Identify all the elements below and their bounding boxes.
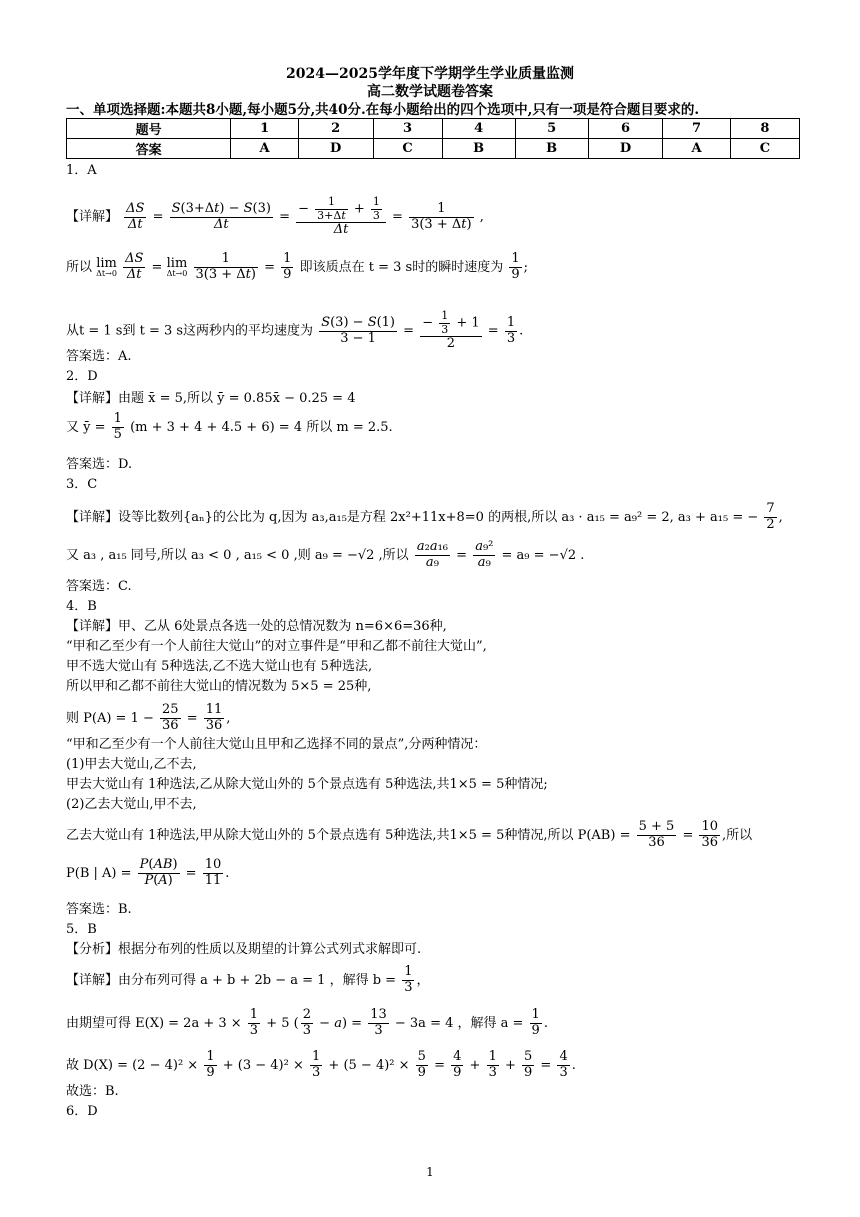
page-number: 1 bbox=[426, 1165, 434, 1179]
q3-heading: 3．C bbox=[66, 477, 98, 492]
q5-line-2: 由期望可得 E(X) = 2a + 3 × $\frac{1}{3}$ + 5 ( $\frac{2}{3}$ − a) = $\frac{13}{3}$ − 3a = 4 ，解得 a = $\frac{1}{9}$ . bbox=[66, 1007, 548, 1038]
q5-heading: 5．B bbox=[66, 922, 97, 937]
table-cell: 2 bbox=[298, 119, 373, 139]
table-cell: 6 bbox=[588, 119, 663, 139]
table-cell: B bbox=[442, 139, 515, 159]
q4-heading: 4．B bbox=[66, 599, 97, 614]
table-cell: B bbox=[515, 139, 588, 159]
table-cell: 7 bbox=[663, 119, 730, 139]
document-title: 2024—2025学年度下学期学生学业质量监测 bbox=[286, 66, 574, 82]
q4-line-5: 则 P(A) = 1 − $\frac{25}{36}$ = $\frac{11}{36}$ , bbox=[66, 702, 231, 733]
table-cell: 1 bbox=[231, 119, 298, 139]
q1-average-line: 从t = 1 s到 t = 3 s这两秒内的平均速度为 $\frac{S(3) - S(1)}{3 - 1}$ = − $\frac{1}{3}$ + 1 2 = $\frac{1}{3}$ . bbox=[66, 309, 524, 352]
q2-answer: 答案选：D. bbox=[66, 457, 133, 472]
q4-answer: 答案选：B. bbox=[66, 902, 132, 917]
table-row-answers bbox=[67, 139, 800, 159]
q4-line-11: P(B | A) = $\frac{P(AB)}{P(A)}$ = $\frac{10}{11}$ . bbox=[66, 857, 230, 888]
q4-line-1: 【详解】甲、乙从 6处景点各选一处的总情况数为 n=6×6=36种, bbox=[66, 619, 447, 634]
q4-line-8: 甲去大觉山有 1种选法,乙从除大觉山外的 5个景点选有 5种选法,共1×5 = 5种情况; bbox=[66, 777, 548, 792]
q4-line-4: 所以甲和乙都不前往大觉山的情况数为 5×5 = 25种, bbox=[66, 679, 372, 694]
q3-line-2: 又 a₃ , a₁₅ 同号,所以 a₃ < 0 , a₁₅ < 0 ,则 a₉ = −√2 ,所以 $\frac{\text{a₂a₁₆}}{\text{a₉}}$ = $\frac{\text{a₉²}}{\text{a₉}}$ = a₉ = −√2 . bbox=[66, 539, 585, 570]
q5-line-1: 【详解】由分布列可得 a + b + 2b − a = 1 ，解得 b = $\frac{1}{3}$ ， bbox=[66, 964, 430, 995]
answer-table bbox=[66, 118, 800, 159]
q1-detail-line: 【详解】 $\frac{\Delta S}{\Delta t}$ = $\frac{S(3+\Delta t) - S(3)}{\Delta t}$ = − $\frac{1}{3+\Delta t}$ + $\frac{1}{3}$ Δt = $\frac{1}{3(3 + \Delta t)}$ , bbox=[66, 195, 484, 238]
q1-heading: 1．A bbox=[66, 163, 97, 178]
q4-line-6: “甲和乙至少有一个人前往大觉山且甲和乙选择不同的景点”,分两种情况： bbox=[66, 737, 487, 752]
q3-line-1: 【详解】设等比数列{aₙ}的公比为 q,因为 a₃,a₁₅是方程 2x²+11x+8=0 的两根,所以 a₃ · a₁₅ = a₉² = 2, a₃ + a₁₅ = − $\frac{7}{2}$ , bbox=[66, 501, 783, 532]
table-cell: 3 bbox=[373, 119, 442, 139]
q4-line-7: (1)甲去大觉山,乙不去, bbox=[66, 757, 197, 772]
table-cell: A bbox=[663, 139, 730, 159]
q2-line-2: 又 ȳ = $\frac{1}{5}$ (m + 3 + 4 + 4.5 + 6) = 4 所以 m = 2.5. bbox=[66, 411, 393, 442]
q1-limit-line: 所以 lim Δt→0 $\frac{\Delta S}{\Delta t}$ = lim Δt→0 $\frac{1}{3(3 + \Delta t)}$ = $\frac{1}{9}$ 即该质点在 t = 3 s时的瞬时速度为 $\frac{1}{9}$ ; bbox=[66, 251, 529, 282]
q4-line-9: (2)乙去大觉山,甲不去, bbox=[66, 797, 197, 812]
q3-answer: 答案选：C. bbox=[66, 579, 132, 594]
table-cell: D bbox=[298, 139, 373, 159]
section-heading: 一、单项选择题:本题共8小题,每小题5分,共40分.在每小题给出的四个选项中,只有一项是符合题目要求的. bbox=[66, 102, 700, 118]
q4-line-10: 乙去大觉山有 1种选法,甲从除大觉山外的 5个景点选有 5种选法,共1×5 = 5种情况,所以 P(AB) = $\frac{5 + 5}{36}$ = $\frac{10}{36}$ ,所以 bbox=[66, 819, 753, 850]
q4-line-2: “甲和乙至少有一个人前往大觉山”的对立事件是“甲和乙都不前往大觉山”, bbox=[66, 639, 487, 654]
q5-line-3: 故 D(X) = (2 − 4)² × $\frac{1}{9}$ + (3 − 4)² × $\frac{1}{3}$ + (5 − 4)² × $\frac{5}{9}$ = $\frac{4}{9}$ + $\frac{1}{3}$ + $\frac{5}{9}$ = $\frac{4}{3}$ . bbox=[66, 1049, 576, 1080]
table-cell: C bbox=[730, 139, 799, 159]
q5-analysis: 【分析】根据分布列的性质以及期望的计算公式列式求解即可. bbox=[66, 942, 422, 957]
q4-line-3: 甲不选大觉山有 5种选法,乙不选大觉山也有 5种选法, bbox=[66, 659, 373, 674]
table-header-cell: 答案 bbox=[67, 139, 231, 159]
table-cell: C bbox=[373, 139, 442, 159]
table-cell: 4 bbox=[442, 119, 515, 139]
table-row-numbers bbox=[67, 119, 800, 139]
detail-label: 【详解】 bbox=[66, 209, 119, 225]
q2-heading: 2．D bbox=[66, 369, 98, 384]
table-header-cell: 题号 bbox=[67, 119, 231, 139]
table-cell: A bbox=[231, 139, 298, 159]
table-cell: 8 bbox=[730, 119, 799, 139]
table-cell: 5 bbox=[515, 119, 588, 139]
table-cell: D bbox=[588, 139, 663, 159]
q2-line-1: 【详解】由题 x̄ = 5,所以 ȳ = 0.85x̄ − 0.25 = 4 bbox=[66, 391, 356, 406]
document-subtitle: 高二数学试题卷答案 bbox=[367, 84, 493, 100]
q6-heading: 6．D bbox=[66, 1104, 98, 1119]
q5-answer: 故选：B. bbox=[66, 1084, 119, 1099]
q1-answer: 答案选：A. bbox=[66, 349, 132, 364]
